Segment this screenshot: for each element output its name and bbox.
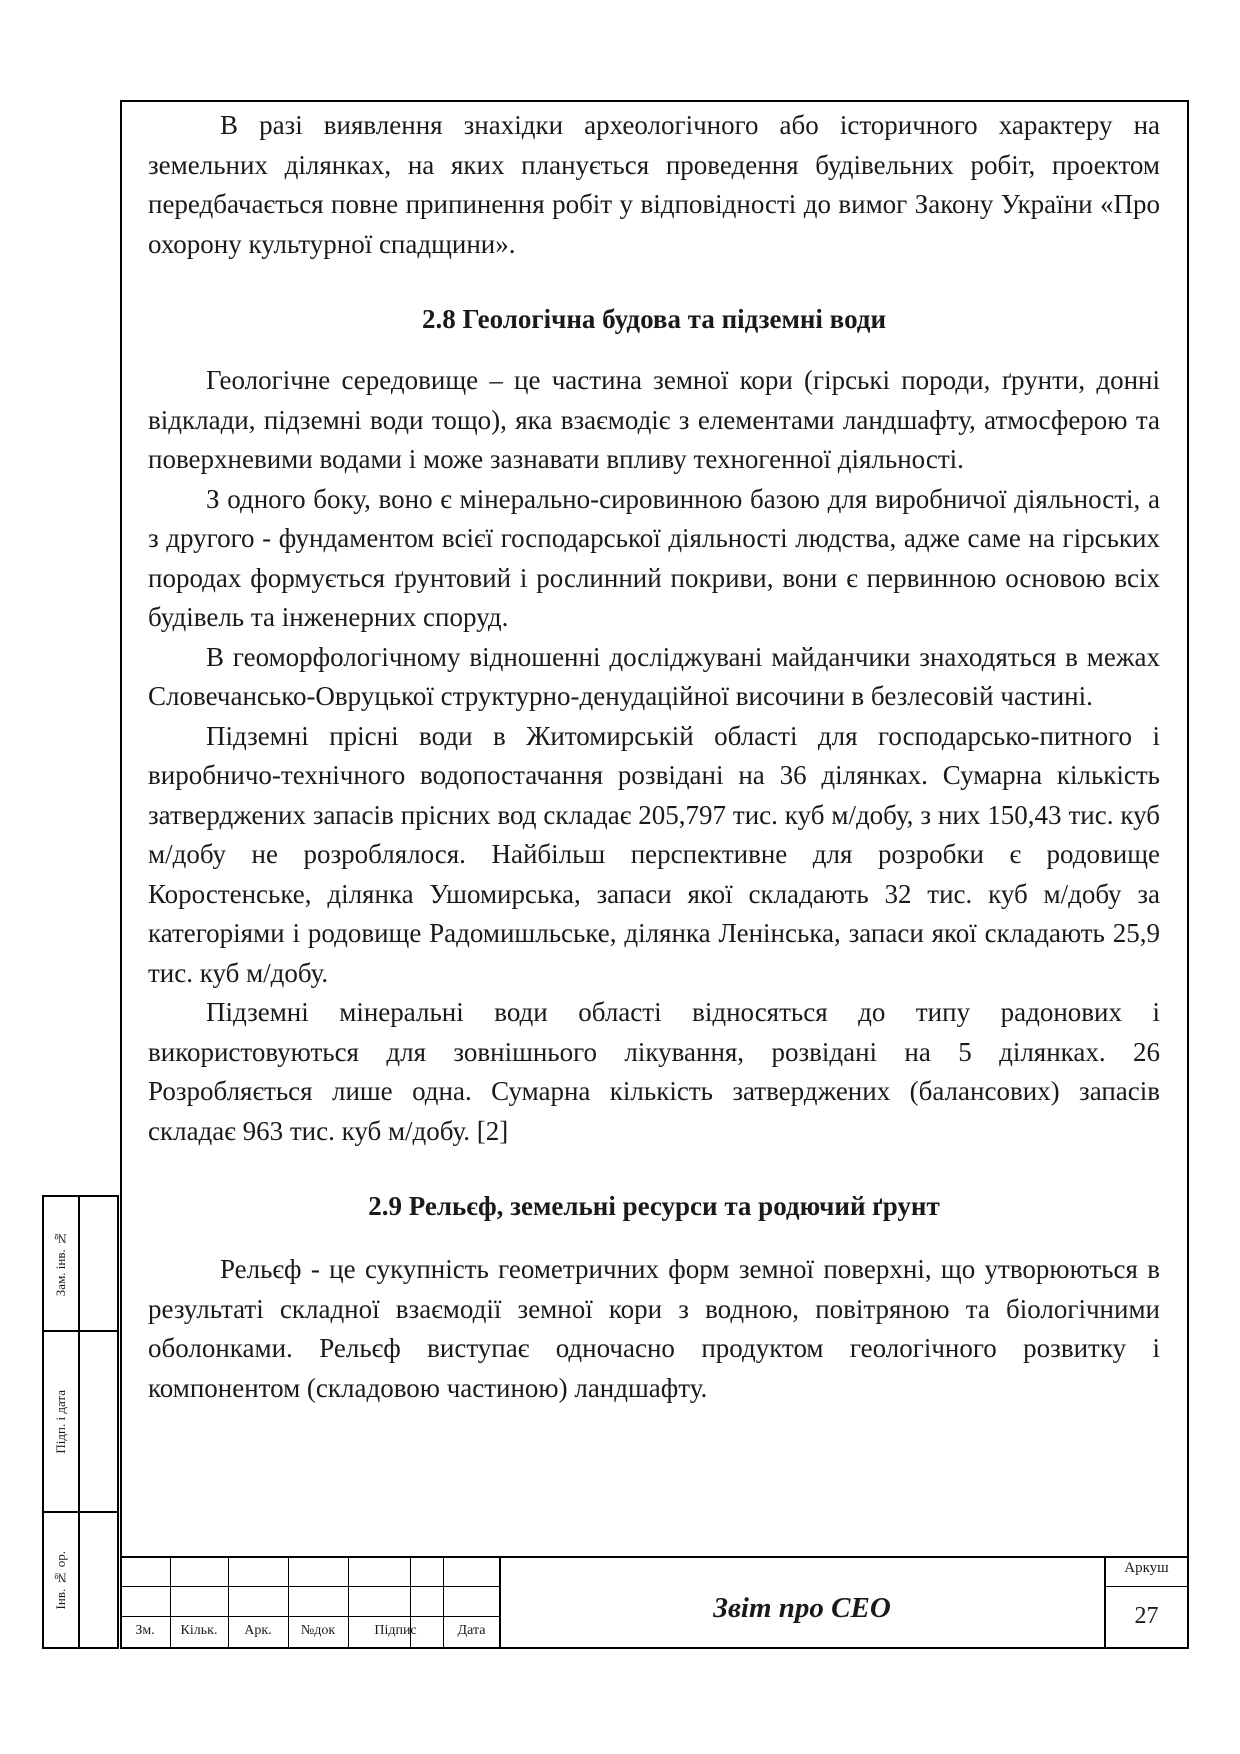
page-content	[148, 106, 1160, 1408]
tb-col-quantity: Кільк.	[180, 1623, 218, 1638]
side-box-signature	[42, 1330, 119, 1513]
tb-col-date: Дата	[457, 1623, 486, 1638]
tb-col-change: Зм.	[135, 1623, 155, 1638]
side-label-signature: Підп. і дата	[53, 1389, 68, 1454]
paragraph-geology-1: Геологічне середовище – це частина земної кори (гірські породи, ґрунти, донні відклади, підземні води тощо), яка взаємодіє з елементами ландшафту, атмосферою та поверхневими водами і може зазнавати впливу техногенної діяльності.	[148, 365, 1160, 474]
tb-col-doc-number: №док	[300, 1623, 336, 1638]
section-heading-2-8: 2.8 Геологічна будова та підземні води	[421, 304, 887, 334]
sheet-label: Аркуш	[1124, 1560, 1169, 1576]
paragraph-geology-3: В геоморфологічному відношенні досліджувані майданчики знаходяться в межах Словечансько-Овруцької структурно-денудаційної височини в безлесовій частині.	[148, 641, 1160, 711]
side-stamp-strip	[42, 1195, 121, 1649]
side-box-replacement	[42, 1195, 119, 1332]
document-title: Звіт про СЕО	[713, 1592, 891, 1624]
paragraph-geology-4: Підземні прісні води в Житомирській області для господарсько-питного і виробничо-технічного водопостачання розвідані на 36 ділянках. Сумарна кількість затверджених запасів прісних вод складає 205,797 тис. куб м/добу, з них 150,43 тис. куб м/добу не розроблялося. Найбільш перспективне для розробки є родовище Коростенське, ділянка Ушомирська, запаси якої складають 32 тис. куб м/добу за категоріями і родовище Радомишльське, ділянка Ленінська, запаси якої складають 25,9 тис. куб м/добу.	[148, 720, 1160, 988]
paragraph-archaeology: В разі виявлення знахідки археологічного або історичного характеру на земельних ділянках, на яких планується проведення будівельних робіт, проектом передбачається повне припинення робіт у відповідності до вимог Закону України «Про охорону культурної спадщини».	[148, 110, 1160, 259]
section-heading-2-9: 2.9 Рельєф, земельні ресурси та родючий ґрунт	[368, 1191, 940, 1221]
tb-col-sheet: Арк.	[244, 1623, 272, 1638]
paragraph-relief: Рельєф - це сукупність геометричних форм земної поверхні, що утворюються в результаті складної взаємодії земної кори з водною, повітряною та біологічними оболонками. Рельєф виступає одночасно продуктом геологічного розвитку і компонентом (складовою частиною) ландшафту.	[148, 1254, 1160, 1403]
paragraph-geology-2: З одного боку, воно є мінерально-сировинною базою для виробничої діяльності, а з другого - фундаментом всієї господарської діяльності людства, адже саме на гірських породах формується ґрунтовий і рослинний покриви, вони є первинною основою всіх будівель та інженерних споруд.	[148, 483, 1160, 632]
side-box-original	[42, 1511, 119, 1649]
side-label-replacement: Зам. інв. №	[53, 1230, 68, 1297]
title-block	[120, 1556, 1189, 1649]
side-label-original: Інв. № ор.	[53, 1550, 68, 1610]
tb-col-signature: Підпис	[374, 1623, 417, 1638]
sheet-number: 27	[1134, 1603, 1159, 1629]
paragraph-geology-5: Підземні мінеральні води області відносяться до типу радонових і використовуються для зовнішнього лікування, розвідані на 5 ділянках. 26 Розробляється лише одна. Сумарна кількість затверджених (балансових) запасів складає 963 тис. куб м/добу. [2]	[148, 997, 1160, 1146]
